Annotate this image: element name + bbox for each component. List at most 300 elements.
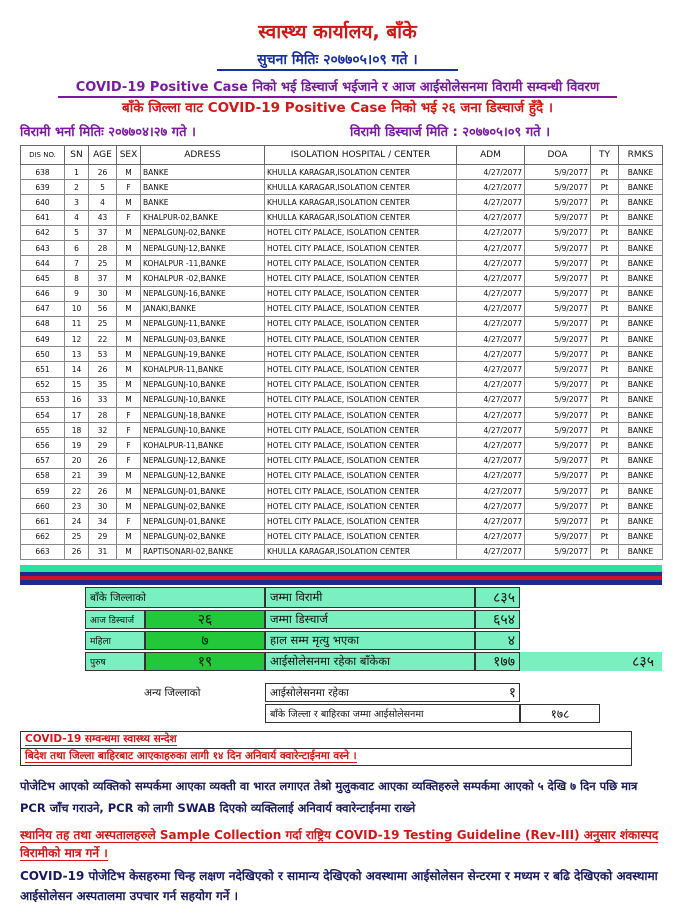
cell-isolation: HOTEL CITY PALACE, ISOLATION CENTER [265,483,457,498]
cell-ty: Pt [591,286,619,301]
deaths-value: ४ [475,631,520,650]
quarantine-note [21,748,631,765]
contact-note: पोजेटिभ आएको व्यक्तिको सम्पर्कमा आएका व्यक्ती वा भारत लगाएत तेश्रो मुलुकवाट आएका व्यक्तिहरुले सम्पर्कमा आएको ५ देखि ७ दिन पछि मात्र PCR जाँच गराउने, PCR को लागी SWAB दिएको व्यक्तिलाई अनिवार्य क्वारेन्टाईनमा राख्ने [20,779,638,815]
cell-rmks: BANKE [619,240,663,255]
advice-title-text: COVID-19 सम्वन्धमा स्वास्थ्य सन्देश [25,733,177,745]
quarantine-note-text: बिदेश तथा जिल्ला बाहिरबाट आएकाहरुका लागी १४ दिन अनिवार्य क्वारेन्टाईनमा वस्ने । [25,750,357,762]
cell-doa: 5/9/2077 [525,453,591,468]
table-row [21,408,663,423]
cell-rmks: BANKE [619,499,663,514]
cell-ty: Pt [591,499,619,514]
cell-address: KOHALPUR-11,BANKE [141,362,265,377]
cell-isolation: HOTEL CITY PALACE, ISOLATION CENTER [265,392,457,407]
sample-note-text: स्थानिय तह तथा अस्पतालहरुले Sample Collection गर्दा राष्ट्रिय COVID-19 Testing Guideline (Rev-III) अनुसार शंकास्पद विरामीको मात्र गर्ने । [20,828,659,860]
cell-dis-no: 652 [21,377,65,392]
table-row [21,453,663,468]
cell-rmks: BANKE [619,332,663,347]
grand-total-label: बाँके जिल्ला र बाहिरका जम्मा आईसोलेसनमा [265,704,520,723]
cell-adm: 4/27/2077 [457,332,525,347]
subject-text: COVID-19 Positive Case निको भई डिस्चार्ज भईजाने र आज आईसोलेसनमा विरामी सम्वन्धी विवरण [58,80,618,98]
cell-isolation: HOTEL CITY PALACE, ISOLATION CENTER [265,408,457,423]
col-header-isolation: ISOLATION HOSPITAL / CENTER [265,146,457,165]
cell-dis-no: 658 [21,468,65,483]
cell-sn: 26 [65,544,89,559]
cell-doa: 5/9/2077 [525,362,591,377]
cell-age: 28 [89,240,117,255]
cell-doa: 5/9/2077 [525,316,591,331]
cell-sex: F [117,408,141,423]
cell-isolation: HOTEL CITY PALACE, ISOLATION CENTER [265,499,457,514]
cell-sex: F [117,180,141,195]
cell-sex: M [117,392,141,407]
subject-line [0,77,675,95]
cell-isolation: HOTEL CITY PALACE, ISOLATION CENTER [265,301,457,316]
cell-adm: 4/27/2077 [457,286,525,301]
other-district-label: अन्य जिल्लाको [144,686,201,699]
cell-sex: M [117,468,141,483]
cell-rmks: BANKE [619,256,663,271]
col-header-adm: ADM [457,146,525,165]
cell-age: 37 [89,271,117,286]
today-discharge-label: आज डिस्चार्ज [85,610,145,629]
table-row [21,316,663,331]
cell-sn: 5 [65,225,89,240]
cell-ty: Pt [591,529,619,544]
col-header-ty: TY [591,146,619,165]
cell-age: 25 [89,256,117,271]
cell-age: 26 [89,362,117,377]
cell-sn: 13 [65,347,89,362]
cell-ty: Pt [591,332,619,347]
summary-panel [20,585,662,728]
banke-isolation-label: आईसोलेसनमा रहेका बाँकेका [265,652,475,671]
cell-isolation: HOTEL CITY PALACE, ISOLATION CENTER [265,529,457,544]
cell-adm: 4/27/2077 [457,240,525,255]
total-discharge-value: ६५४ [475,610,520,629]
cell-adm: 4/27/2077 [457,210,525,225]
table-row [21,377,663,392]
table-row [21,225,663,240]
cell-isolation: HOTEL CITY PALACE, ISOLATION CENTER [265,453,457,468]
cell-adm: 4/27/2077 [457,271,525,286]
cell-address: NEPALGUNJ-02,BANKE [141,225,265,240]
cell-ty: Pt [591,438,619,453]
cell-adm: 4/27/2077 [457,392,525,407]
table-row [21,514,663,529]
cell-sn: 12 [65,332,89,347]
cell-age: 5 [89,180,117,195]
cell-rmks: BANKE [619,210,663,225]
cell-address: NEPALGUNJ-10,BANKE [141,423,265,438]
cell-isolation: HOTEL CITY PALACE, ISOLATION CENTER [265,286,457,301]
cell-sex: M [117,225,141,240]
cell-doa: 5/9/2077 [525,377,591,392]
cell-rmks: BANKE [619,453,663,468]
col-header-rmks: RMKS [619,146,663,165]
cell-age: 22 [89,332,117,347]
cell-sex: F [117,514,141,529]
cell-doa: 5/9/2077 [525,286,591,301]
cell-rmks: BANKE [619,301,663,316]
cell-dis-no: 651 [21,362,65,377]
cell-doa: 5/9/2077 [525,301,591,316]
cell-address: NEPALGUNJ-02,BANKE [141,529,265,544]
cell-isolation: KHULLA KARAGAR,ISOLATION CENTER [265,180,457,195]
cell-isolation: HOTEL CITY PALACE, ISOLATION CENTER [265,377,457,392]
cell-address: NEPALGUNJ-11,BANKE [141,316,265,331]
cell-sn: 3 [65,195,89,210]
divider-band-mint [20,565,662,572]
notice-date-text: सुचना मितिः २०७७०५।०९ गते । [217,52,457,71]
cell-isolation: HOTEL CITY PALACE, ISOLATION CENTER [265,316,457,331]
cell-age: 26 [89,483,117,498]
cell-address: NEPALGUNJ-16,BANKE [141,286,265,301]
cell-adm: 4/27/2077 [457,468,525,483]
cell-dis-no: 659 [21,483,65,498]
table-row [21,286,663,301]
cell-age: 29 [89,529,117,544]
total-discharge-label: जम्मा डिस्चार्ज [265,610,475,629]
cell-isolation: HOTEL CITY PALACE, ISOLATION CENTER [265,332,457,347]
cell-doa: 5/9/2077 [525,210,591,225]
cell-adm: 4/27/2077 [457,514,525,529]
cell-adm: 4/27/2077 [457,438,525,453]
table-row [21,483,663,498]
cell-dis-no: 656 [21,438,65,453]
cell-adm: 4/27/2077 [457,483,525,498]
cell-ty: Pt [591,256,619,271]
cell-sex: M [117,544,141,559]
cell-age: 30 [89,499,117,514]
cell-rmks: BANKE [619,316,663,331]
table-row [21,423,663,438]
cell-age: 53 [89,347,117,362]
cell-sn: 1 [65,165,89,180]
cell-isolation: HOTEL CITY PALACE, ISOLATION CENTER [265,347,457,362]
cell-sex: M [117,240,141,255]
cell-doa: 5/9/2077 [525,332,591,347]
cell-rmks: BANKE [619,392,663,407]
cell-ty: Pt [591,453,619,468]
banke-district-label: बाँके जिल्लाको [85,587,265,608]
discharge-table [20,145,663,560]
cell-isolation: KHULLA KARAGAR,ISOLATION CENTER [265,210,457,225]
cell-doa: 5/9/2077 [525,514,591,529]
cell-sn: 24 [65,514,89,529]
cell-doa: 5/9/2077 [525,499,591,514]
cell-doa: 5/9/2077 [525,347,591,362]
col-header-dis-no: DIS NO. [21,146,65,165]
cell-sn: 15 [65,377,89,392]
cell-dis-no: 641 [21,210,65,225]
cell-isolation: HOTEL CITY PALACE, ISOLATION CENTER [265,514,457,529]
table-row [21,438,663,453]
cell-doa: 5/9/2077 [525,240,591,255]
cell-doa: 5/9/2077 [525,423,591,438]
cell-dis-no: 643 [21,240,65,255]
cell-rmks: BANKE [619,423,663,438]
cell-rmks: BANKE [619,362,663,377]
cell-isolation: KHULLA KARAGAR,ISOLATION CENTER [265,544,457,559]
col-header-sn: SN [65,146,89,165]
cell-dis-no: 642 [21,225,65,240]
cell-sex: M [117,195,141,210]
cell-sn: 16 [65,392,89,407]
table-row [21,301,663,316]
cell-doa: 5/9/2077 [525,225,591,240]
cell-age: 25 [89,316,117,331]
table-row [21,499,663,514]
cell-age: 43 [89,210,117,225]
cell-age: 26 [89,165,117,180]
table-row [21,256,663,271]
cell-age: 37 [89,225,117,240]
cell-dis-no: 647 [21,301,65,316]
cell-ty: Pt [591,180,619,195]
cell-isolation: KHULLA KARAGAR,ISOLATION CENTER [265,195,457,210]
cell-sex: M [117,301,141,316]
cell-sn: 2 [65,180,89,195]
cell-adm: 4/27/2077 [457,529,525,544]
male-label: पुरुष [85,652,145,671]
cell-ty: Pt [591,210,619,225]
cell-rmks: BANKE [619,347,663,362]
cell-ty: Pt [591,271,619,286]
cell-adm: 4/27/2077 [457,165,525,180]
cell-address: BANKE [141,180,265,195]
cell-address: NEPALGUNJ-03,BANKE [141,332,265,347]
cell-adm: 4/27/2077 [457,195,525,210]
table-row [21,544,663,559]
cell-ty: Pt [591,316,619,331]
cell-adm: 4/27/2077 [457,544,525,559]
female-value: ७ [145,631,265,650]
cell-rmks: BANKE [619,468,663,483]
cell-dis-no: 644 [21,256,65,271]
cell-isolation: HOTEL CITY PALACE, ISOLATION CENTER [265,468,457,483]
cell-sex: M [117,347,141,362]
cell-ty: Pt [591,195,619,210]
cell-adm: 4/27/2077 [457,408,525,423]
table-row [21,332,663,347]
cell-doa: 5/9/2077 [525,529,591,544]
health-advice-box [20,731,632,766]
cell-address: NEPALGUNJ-12,BANKE [141,240,265,255]
cell-dis-no: 645 [21,271,65,286]
cell-rmks: BANKE [619,180,663,195]
cell-dis-no: 639 [21,180,65,195]
cell-sn: 21 [65,468,89,483]
col-header-address: ADRESS [141,146,265,165]
cell-ty: Pt [591,240,619,255]
cell-dis-no: 653 [21,392,65,407]
cell-doa: 5/9/2077 [525,392,591,407]
cell-sn: 22 [65,483,89,498]
discharge-announcement: बाँके जिल्ला वाट COVID-19 Positive Case निको भई २६ जना डिस्चार्ज हुँदै । [122,100,553,116]
cell-sn: 17 [65,408,89,423]
cell-adm: 4/27/2077 [457,499,525,514]
cell-doa: 5/9/2077 [525,165,591,180]
discharge-date: विरामी डिस्चार्ज मिति : २०७७०५।०९ गते । [350,125,551,140]
cell-dis-no: 649 [21,332,65,347]
cell-doa: 5/9/2077 [525,544,591,559]
cell-age: 56 [89,301,117,316]
cell-age: 34 [89,514,117,529]
col-header-age: AGE [89,146,117,165]
cell-age: 28 [89,408,117,423]
cell-ty: Pt [591,483,619,498]
cell-isolation: KHULLA KARAGAR,ISOLATION CENTER [265,165,457,180]
cell-doa: 5/9/2077 [525,408,591,423]
treatment-note: COVID-19 पोजेटिभ केसहरुमा चिन्ह लक्षण नदेखिएको र सामान्य देखिएको अवस्थामा आईसोलेसन सेन्टरमा र मध्यम र बढि देखिएको अवस्थामा आईसोलेसन अस्पतालमा उपचार गर्न सहयोग गर्ने । [20,869,658,903]
cell-doa: 5/9/2077 [525,256,591,271]
table-row [21,195,663,210]
cell-rmks: BANKE [619,286,663,301]
cell-sn: 25 [65,529,89,544]
cell-ty: Pt [591,225,619,240]
cell-sex: M [117,286,141,301]
cell-address: BANKE [141,195,265,210]
cell-dis-no: 654 [21,408,65,423]
table-row [21,240,663,255]
cell-adm: 4/27/2077 [457,362,525,377]
cell-rmks: BANKE [619,514,663,529]
cell-ty: Pt [591,301,619,316]
other-isolation-value: १ [508,685,516,701]
cell-adm: 4/27/2077 [457,347,525,362]
cell-isolation: HOTEL CITY PALACE, ISOLATION CENTER [265,225,457,240]
cell-address: KOHALPUR-11,BANKE [141,438,265,453]
cell-rmks: BANKE [619,483,663,498]
total-patients-label: जम्मा विरामी [265,587,475,608]
cell-isolation: HOTEL CITY PALACE, ISOLATION CENTER [265,362,457,377]
cell-sn: 10 [65,301,89,316]
cell-sn: 14 [65,362,89,377]
cell-address: KOHALPUR -02,BANKE [141,271,265,286]
cell-sex: M [117,499,141,514]
cell-address: NEPALGUNJ-01,BANKE [141,483,265,498]
cell-sn: 19 [65,438,89,453]
cell-sn: 4 [65,210,89,225]
cell-sex: F [117,210,141,225]
cell-sex: M [117,483,141,498]
banke-isolation-value: १७७ [475,652,520,671]
cell-rmks: BANKE [619,225,663,240]
cell-rmks: BANKE [619,165,663,180]
table-row [21,180,663,195]
notice-date [0,50,675,69]
cell-doa: 5/9/2077 [525,271,591,286]
cell-ty: Pt [591,423,619,438]
cell-doa: 5/9/2077 [525,180,591,195]
cell-age: 4 [89,195,117,210]
table-row [21,392,663,407]
cell-isolation: HOTEL CITY PALACE, ISOLATION CENTER [265,438,457,453]
cell-ty: Pt [591,514,619,529]
cell-dis-no: 663 [21,544,65,559]
cell-dis-no: 646 [21,286,65,301]
today-discharge-value: २६ [145,610,265,629]
cell-age: 26 [89,453,117,468]
table-row [21,362,663,377]
cell-address: JANAKI,BANKE [141,301,265,316]
cell-sn: 20 [65,453,89,468]
cell-adm: 4/27/2077 [457,301,525,316]
cell-age: 32 [89,423,117,438]
cell-dis-no: 660 [21,499,65,514]
sample-note [20,826,660,862]
cell-adm: 4/27/2077 [457,423,525,438]
banke-total-side: ८३५ [520,652,662,671]
cell-address: BANKE [141,165,265,180]
cell-sn: 9 [65,286,89,301]
cell-rmks: BANKE [619,271,663,286]
cell-age: 39 [89,468,117,483]
cell-dis-no: 661 [21,514,65,529]
cell-doa: 5/9/2077 [525,438,591,453]
cell-doa: 5/9/2077 [525,468,591,483]
cell-sex: F [117,423,141,438]
cell-ty: Pt [591,347,619,362]
male-value: १९ [145,652,265,671]
cell-sex: M [117,256,141,271]
col-header-doa: DOA [525,146,591,165]
cell-sex: M [117,165,141,180]
cell-dis-no: 655 [21,423,65,438]
cell-dis-no: 638 [21,165,65,180]
table-row [21,468,663,483]
cell-ty: Pt [591,544,619,559]
cell-sn: 18 [65,423,89,438]
cell-sex: M [117,332,141,347]
cell-adm: 4/27/2077 [457,377,525,392]
table-row [21,347,663,362]
table-row [21,165,663,180]
cell-age: 31 [89,544,117,559]
cell-ty: Pt [591,392,619,407]
cell-sn: 8 [65,271,89,286]
cell-address: NEPALGUNJ-12,BANKE [141,468,265,483]
cell-sex: M [117,529,141,544]
cell-sex: F [117,438,141,453]
total-patients-value: ८३५ [475,587,520,608]
cell-sn: 11 [65,316,89,331]
cell-ty: Pt [591,165,619,180]
cell-address: NEPALGUNJ-02,BANKE [141,499,265,514]
cell-adm: 4/27/2077 [457,180,525,195]
cell-address: NEPALGUNJ-10,BANKE [141,392,265,407]
cell-rmks: BANKE [619,438,663,453]
cell-address: NEPALGUNJ-18,BANKE [141,408,265,423]
cell-address: KOHALPUR -11,BANKE [141,256,265,271]
advice-title [21,732,631,748]
cell-ty: Pt [591,377,619,392]
cell-dis-no: 640 [21,195,65,210]
female-label: महिला [85,631,145,650]
cell-adm: 4/27/2077 [457,453,525,468]
cell-adm: 4/27/2077 [457,225,525,240]
office-title: स्वास्थ्य कार्यालय, बाँके [258,21,417,43]
cell-rmks: BANKE [619,377,663,392]
cell-sex: F [117,453,141,468]
cell-rmks: BANKE [619,529,663,544]
cell-ty: Pt [591,468,619,483]
cell-age: 29 [89,438,117,453]
cell-rmks: BANKE [619,195,663,210]
cell-sn: 23 [65,499,89,514]
cell-dis-no: 648 [21,316,65,331]
table-row [21,271,663,286]
